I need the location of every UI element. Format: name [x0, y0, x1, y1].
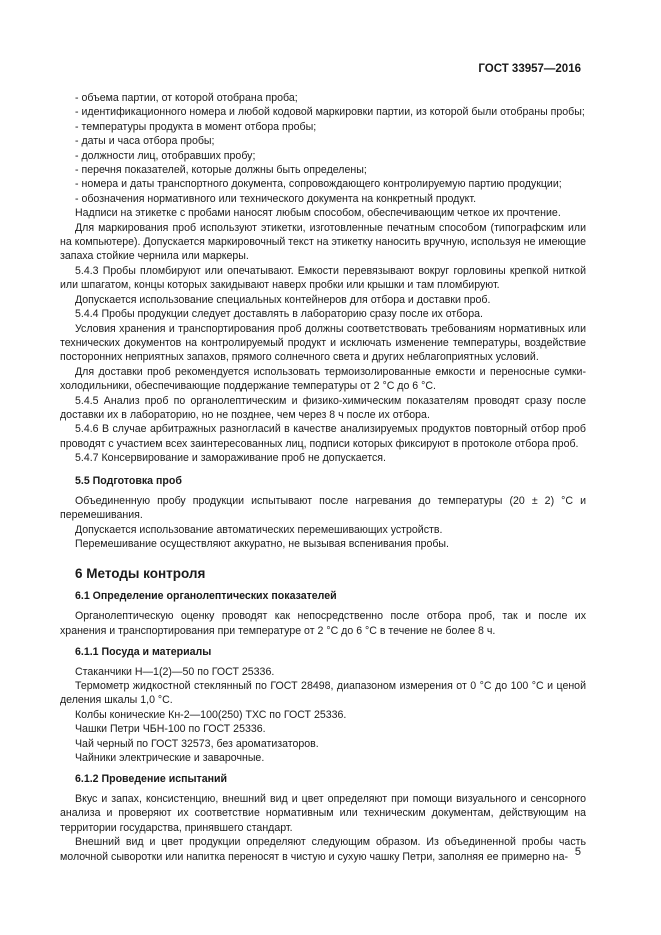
paragraph: Термометр жидкостной стеклянный по ГОСТ 28498, диапазоном измерения от 0 °С до 100 °С и ценой деления шкалы 1,0 °С. [60, 680, 586, 707]
paragraph: Органолептическую оценку проводят как непосредственно после отбора проб, так и после их хранения и транспортирования при температуре от 2 °С до 6 °С в течение не более 8 ч. [60, 610, 586, 637]
paragraph: - температуры продукта в момент отбора пробы; [75, 120, 317, 133]
paragraph: 5.4.4 Пробы продукции следует доставлять в лабораторию сразу после их отбора. [75, 308, 483, 321]
paragraph: Внешний вид и цвет продукции определяют следующим образом. Из объединенной пробы часть молочной сыворотки или напитка переносят в чистую и сухую чашку Петри, заполняя ее примерно на- [60, 836, 586, 863]
paragraph: - номера и даты транспортного документа, сопровождающего контролируемую партию продукции; [75, 178, 562, 191]
paragraph: Чай черный по ГОСТ 32573, без ароматизаторов. [75, 737, 319, 750]
paragraph: Допускается использование специальных контейнеров для отбора и доставки проб. [75, 293, 491, 306]
paragraph: - идентификационного номера и любой кодовой маркировки партии, из которой были отобраны пробы; [75, 106, 585, 119]
subsection-heading: 5.5 Подготовка проб [75, 474, 182, 487]
paragraph: Колбы конические Кн-2—100(250) ТХС по ГОСТ 25336. [75, 708, 347, 721]
paragraph: - объема партии, от которой отобрана проба; [75, 92, 298, 104]
paragraph: 5.4.7 Консервирование и замораживание проб не допускается. [75, 452, 386, 465]
paragraph: - обозначения нормативного или технического документа на конкретный продукт. [75, 192, 477, 205]
paragraph: - должности лиц, отобравших пробу; [75, 149, 256, 162]
paragraph: 5.4.5 Анализ проб по органолептическим и физико-химическим показателям проводят сразу после доставки их в лабораторию, но не позднее, чем через 8 ч после их отбора. [60, 394, 586, 421]
paragraph: Чайники электрические и заварочные. [75, 752, 265, 765]
paragraph: - перечня показателей, которые должны быть определены; [75, 164, 367, 177]
paragraph: Допускается использование автоматических перемешивающих устройств. [75, 523, 443, 536]
paragraph: Перемешивание осуществляют аккуратно, не вызывая вспенивания пробы. [75, 538, 449, 551]
subsection-heading: 6.1.2 Проведение испытаний [75, 773, 228, 786]
paragraph: Вкус и запах, консистенцию, внешний вид и цвет определяют при помощи визуального и сенсорного анализа и проверяют их соответствие нормативным или техническим документам, действующим на территории государства, принявшего стандарт. [60, 792, 586, 834]
paragraph: Надписи на этикетке с пробами наносят любым способом, обеспечивающим четкое их прочтение. [75, 207, 561, 220]
document-header: ГОСТ 33957—2016 [478, 63, 581, 75]
paragraph: Для маркирования проб используют этикетки, изготовленные печатным способом (типографским или на компьютере). Допускается маркировочный текст на этикетку наносить вручную, используя не имеющие запаха стойкие чернила или маркеры. [60, 221, 586, 263]
subsection-heading: 6.1 Определение органолептических показателей [75, 590, 337, 602]
document-body [60, 91, 586, 864]
paragraph: 5.4.3 Пробы пломбируют или опечатывают. Емкости перевязывают вокруг горловины крепкой ниткой или шпагатом, концы которых закидывают наверх пробки или крышки и там пломбируют. [60, 264, 586, 292]
subsection-heading: 6.1.1 Посуда и материалы [75, 646, 212, 659]
section-heading: 6 Методы контроля [75, 565, 206, 581]
page-number: 5 [574, 846, 581, 858]
paragraph: Для доставки проб рекомендуется использовать термоизолированные емкости и переносные сумки-холодильники, обеспечивающие поддержание температуры от 2 °С до 6 °С. [60, 365, 586, 393]
paragraph: 5.4.6 В случае арбитражных разногласий в качестве анализируемых продуктов повторный отбор проб проводят с участием всех заинтересованных лиц, подписи которых фиксируют в протоколе отбора проб. [60, 423, 586, 450]
paragraph: Условия хранения и транспортирования проб должны соответствовать требованиям нормативных или технических документов на контролируемый продукт и исключать изменение температуры, воздействие посторонних неприятных запахов, прямого солнечного света и других неблагоприятных условий. [60, 322, 586, 364]
paragraph: Объединенную пробу продукции испытывают после нагревания до температуры (20 ± 2) °С и перемешивания. [60, 494, 586, 522]
paragraph: - даты и часа отбора пробы; [75, 135, 215, 148]
paragraph: Стаканчики Н—1(2)—50 по ГОСТ 25336. [75, 665, 275, 678]
paragraph: Чашки Петри ЧБН-100 по ГОСТ 25336. [75, 723, 266, 736]
